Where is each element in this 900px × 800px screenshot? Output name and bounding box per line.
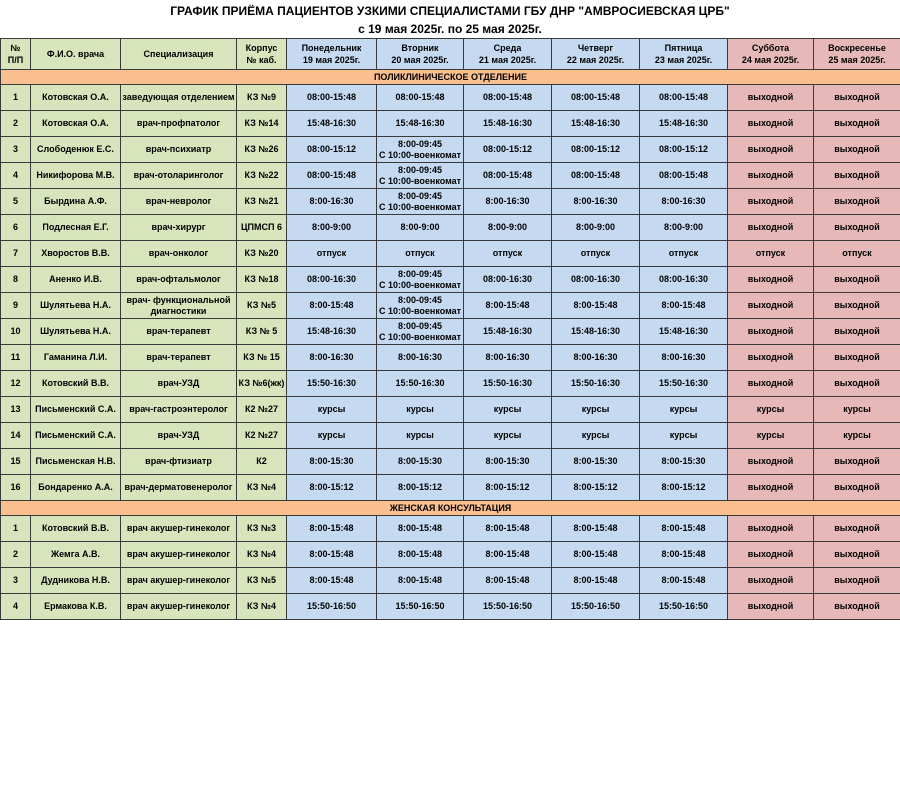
- room: КЗ №4: [237, 542, 287, 568]
- schedule-cell: 8:00-16:30: [287, 345, 377, 371]
- doctor-name: Котовский В.В.: [31, 371, 121, 397]
- doctor-name: Никифорова М.В.: [31, 163, 121, 189]
- table-header: [1, 39, 900, 70]
- schedule-cell: курсы: [552, 397, 640, 423]
- schedule-cell: 8:00-15:48: [377, 542, 464, 568]
- doctor-name: Дудникова Н.В.: [31, 568, 121, 594]
- schedule-cell: 8:00-9:00: [464, 215, 552, 241]
- schedule-cell: 8:00-15:48: [287, 542, 377, 568]
- section-header-row: [1, 501, 900, 516]
- schedule-cell: 08:00-16:30: [640, 267, 728, 293]
- schedule-cell: выходной: [728, 85, 814, 111]
- room: КЗ №14: [237, 111, 287, 137]
- schedule-cell: 08:00-15:12: [552, 137, 640, 163]
- specialization: врач акушер-гинеколог: [121, 568, 237, 594]
- schedule-cell: 8:00-15:48: [287, 293, 377, 319]
- table-body: [1, 70, 900, 620]
- row-number: 16: [1, 475, 31, 501]
- schedule-cell: 08:00-15:48: [287, 85, 377, 111]
- schedule-cell: 15:50-16:30: [377, 371, 464, 397]
- specialization: врач-УЗД: [121, 423, 237, 449]
- schedule-cell: выходной: [728, 542, 814, 568]
- table-row: [1, 397, 900, 423]
- day-name: Среда: [493, 43, 522, 53]
- schedule-cell: выходной: [814, 594, 900, 620]
- schedule-cell: 8:00-15:48: [552, 568, 640, 594]
- schedule-cell: выходной: [814, 568, 900, 594]
- row-number: 11: [1, 345, 31, 371]
- room: КЗ №4: [237, 475, 287, 501]
- section-title: ПОЛИКЛИНИЧЕСКОЕ ОТДЕЛЕНИЕ: [1, 70, 900, 85]
- day-name: Пятница: [664, 43, 703, 53]
- specialization: [121, 293, 237, 319]
- schedule-cell-line: С 10:00-военкомат: [378, 201, 462, 212]
- schedule-cell: 8:00-15:12: [640, 475, 728, 501]
- specialization: врач-невролог: [121, 189, 237, 215]
- schedule-cell: 15:50-16:30: [640, 371, 728, 397]
- schedule-cell: выходной: [814, 371, 900, 397]
- section-title: ЖЕНСКАЯ КОНСУЛЬТАЦИЯ: [1, 501, 900, 516]
- specialization: заведующая отделением: [121, 85, 237, 111]
- schedule-cell: [377, 267, 464, 293]
- schedule-cell: отпуск: [464, 241, 552, 267]
- schedule-cell-line: 8:00-09:45: [397, 294, 443, 305]
- room: КЗ № 5: [237, 319, 287, 345]
- schedule-cell: 8:00-15:48: [377, 568, 464, 594]
- doctor-name: Шулятьева Н.А.: [31, 293, 121, 319]
- schedule-cell: 8:00-15:12: [552, 475, 640, 501]
- schedule-cell: 8:00-15:48: [287, 568, 377, 594]
- schedule-cell: выходной: [814, 85, 900, 111]
- schedule-cell: 08:00-15:48: [464, 163, 552, 189]
- row-number: 15: [1, 449, 31, 475]
- schedule-cell: выходной: [814, 189, 900, 215]
- schedule-cell: 08:00-16:30: [464, 267, 552, 293]
- schedule-cell: выходной: [728, 594, 814, 620]
- schedule-cell: 15:50-16:30: [552, 371, 640, 397]
- specialization: врач акушер-гинеколог: [121, 516, 237, 542]
- schedule-cell: 8:00-16:30: [552, 345, 640, 371]
- schedule-cell: выходной: [728, 163, 814, 189]
- specialization: врач-гастроэнтеролог: [121, 397, 237, 423]
- schedule-cell: [377, 319, 464, 345]
- schedule-cell: 15:50-16:50: [552, 594, 640, 620]
- schedule-cell: [377, 189, 464, 215]
- col-header-room: [237, 39, 287, 70]
- col-header-wednesday: [464, 39, 552, 70]
- schedule-cell: 8:00-16:30: [464, 189, 552, 215]
- schedule-cell: курсы: [640, 423, 728, 449]
- row-number: 8: [1, 267, 31, 293]
- schedule-cell: курсы: [287, 397, 377, 423]
- schedule-cell-line: С 10:00-военкомат: [378, 149, 462, 160]
- schedule-cell: 8:00-15:48: [464, 516, 552, 542]
- col-header-room-line2: № каб.: [246, 55, 277, 65]
- schedule-cell: выходной: [814, 215, 900, 241]
- doctor-name: Письменская Н.В.: [31, 449, 121, 475]
- day-name: Вторник: [401, 43, 439, 53]
- doctor-name: Котовский В.В.: [31, 516, 121, 542]
- room: КЗ №5: [237, 568, 287, 594]
- doctor-name: Шулятьева Н.А.: [31, 319, 121, 345]
- schedule-cell: курсы: [814, 397, 900, 423]
- specialization: врач-офтальмолог: [121, 267, 237, 293]
- schedule-cell: выходной: [814, 293, 900, 319]
- schedule-cell: 8:00-15:48: [640, 293, 728, 319]
- schedule-cell: 15:48-16:30: [552, 111, 640, 137]
- col-header-tuesday: [377, 39, 464, 70]
- schedule-cell: 8:00-15:48: [640, 568, 728, 594]
- day-name: Суббота: [751, 43, 790, 53]
- row-number: 13: [1, 397, 31, 423]
- table-row: [1, 542, 900, 568]
- specialization: врач-терапевт: [121, 345, 237, 371]
- schedule-cell-line: С 10:00-военкомат: [378, 331, 462, 342]
- doctor-name: Котовская О.А.: [31, 85, 121, 111]
- specialization: врач-терапевт: [121, 319, 237, 345]
- schedule-cell: выходной: [814, 319, 900, 345]
- row-number: 5: [1, 189, 31, 215]
- row-number: 2: [1, 111, 31, 137]
- day-date: 21 мая 2025г.: [478, 55, 537, 65]
- schedule-cell: 08:00-15:48: [640, 85, 728, 111]
- schedule-cell: отпуск: [814, 241, 900, 267]
- schedule-cell: 15:50-16:30: [287, 371, 377, 397]
- schedule-cell: выходной: [814, 163, 900, 189]
- row-number: 1: [1, 85, 31, 111]
- schedule-cell: 15:50-16:30: [464, 371, 552, 397]
- table-row: [1, 293, 900, 319]
- schedule-cell: курсы: [728, 423, 814, 449]
- day-date: 20 мая 2025г.: [391, 55, 449, 65]
- row-number: 2: [1, 542, 31, 568]
- schedule-cell: [377, 163, 464, 189]
- table-row: [1, 516, 900, 542]
- day-date: 25 мая 2025г.: [828, 55, 886, 65]
- schedule-cell-line: С 10:00-военкомат: [378, 175, 462, 186]
- col-header-num-line1: №: [10, 43, 21, 53]
- schedule-cell: 8:00-15:12: [377, 475, 464, 501]
- room: ЦПМСП 6: [237, 215, 287, 241]
- schedule-cell: 08:00-15:12: [640, 137, 728, 163]
- schedule-cell: 15:48-16:30: [464, 111, 552, 137]
- row-number: 10: [1, 319, 31, 345]
- schedule-cell-line: С 10:00-военкомат: [378, 279, 462, 290]
- schedule-cell: выходной: [728, 371, 814, 397]
- doctor-name: Гаманина Л.И.: [31, 345, 121, 371]
- schedule-cell: 8:00-15:48: [464, 293, 552, 319]
- document-subtitle: с 19 мая 2025г. по 25 мая 2025г.: [358, 22, 542, 36]
- schedule-cell: выходной: [728, 189, 814, 215]
- doctor-name: Хворостов В.В.: [31, 241, 121, 267]
- table-row: [1, 475, 900, 501]
- schedule-cell-line: 8:00-09:45: [397, 320, 443, 331]
- table-row: [1, 85, 900, 111]
- room: КЗ №6(жк): [237, 371, 287, 397]
- specialization: врач-хирург: [121, 215, 237, 241]
- schedule-cell: выходной: [814, 516, 900, 542]
- doctor-name: Аненко И.В.: [31, 267, 121, 293]
- table-row: [1, 137, 900, 163]
- specialization: врач акушер-гинеколог: [121, 594, 237, 620]
- schedule-cell: выходной: [728, 215, 814, 241]
- row-number: 4: [1, 163, 31, 189]
- doctor-name: Жемга А.В.: [31, 542, 121, 568]
- schedule-cell: 8:00-16:30: [377, 345, 464, 371]
- schedule-cell: 8:00-15:30: [640, 449, 728, 475]
- schedule-cell: [377, 293, 464, 319]
- schedule-cell: выходной: [814, 111, 900, 137]
- schedule-cell: выходной: [728, 516, 814, 542]
- schedule-cell: курсы: [377, 397, 464, 423]
- room: К2 №27: [237, 423, 287, 449]
- schedule-cell: курсы: [814, 423, 900, 449]
- schedule-cell: 15:48-16:30: [377, 111, 464, 137]
- schedule-cell: 15:50-16:50: [464, 594, 552, 620]
- schedule-cell: выходной: [814, 449, 900, 475]
- doctor-name: Письменский С.А.: [31, 397, 121, 423]
- schedule-cell: 8:00-15:48: [552, 293, 640, 319]
- table-row: [1, 215, 900, 241]
- row-number: 3: [1, 137, 31, 163]
- table-row: [1, 319, 900, 345]
- specialization: врач-дерматовенеролог: [121, 475, 237, 501]
- day-date: 19 мая 2025г.: [302, 55, 361, 65]
- document-title: ГРАФИК ПРИЁМА ПАЦИЕНТОВ УЗКИМИ СПЕЦИАЛИСТАМИ ГБУ ДНР "АМВРОСИЕВСКАЯ ЦРБ": [170, 4, 730, 18]
- specialization-line: диагностики: [150, 305, 207, 316]
- schedule-cell: 15:48-16:30: [287, 319, 377, 345]
- col-header-saturday: [728, 39, 814, 70]
- specialization: врач акушер-гинеколог: [121, 542, 237, 568]
- room: КЗ №18: [237, 267, 287, 293]
- doctor-name: Подлесная Е.Г.: [31, 215, 121, 241]
- schedule-cell: 8:00-16:30: [552, 189, 640, 215]
- document-header: [0, 0, 900, 38]
- schedule-cell-line: С 10:00-военкомат: [378, 305, 462, 316]
- schedule-cell: курсы: [552, 423, 640, 449]
- schedule-cell: 15:48-16:30: [287, 111, 377, 137]
- table-row: [1, 371, 900, 397]
- col-header-spec: Специализация: [121, 39, 237, 70]
- col-header-room-line1: Корпус: [245, 43, 278, 53]
- table-row: [1, 449, 900, 475]
- schedule-cell: отпуск: [728, 241, 814, 267]
- row-number: 7: [1, 241, 31, 267]
- schedule-cell: 15:50-16:50: [287, 594, 377, 620]
- schedule-cell: 8:00-15:48: [287, 516, 377, 542]
- schedule-cell: выходной: [728, 475, 814, 501]
- schedule-cell: 8:00-16:30: [640, 189, 728, 215]
- specialization: врач-фтизиатр: [121, 449, 237, 475]
- schedule-cell: отпуск: [377, 241, 464, 267]
- table-row: [1, 345, 900, 371]
- room: КЗ №22: [237, 163, 287, 189]
- specialization-line: врач- функциональной: [126, 294, 231, 305]
- schedule-cell: 8:00-16:30: [464, 345, 552, 371]
- doctor-name: Бырдина А.Ф.: [31, 189, 121, 215]
- schedule-cell: выходной: [728, 111, 814, 137]
- schedule-cell: 8:00-15:30: [377, 449, 464, 475]
- schedule-cell: выходной: [728, 449, 814, 475]
- schedule-cell: курсы: [287, 423, 377, 449]
- schedule-cell: 15:48-16:30: [552, 319, 640, 345]
- table-row: [1, 189, 900, 215]
- schedule-cell: 8:00-16:30: [287, 189, 377, 215]
- schedule-cell: курсы: [728, 397, 814, 423]
- schedule-cell: 15:48-16:30: [640, 319, 728, 345]
- schedule-cell: 08:00-15:48: [377, 85, 464, 111]
- col-header-num-line2: П/П: [7, 55, 24, 65]
- schedule-table: [0, 38, 900, 620]
- schedule-cell: отпуск: [640, 241, 728, 267]
- day-date: 24 мая 2025г.: [741, 55, 800, 65]
- schedule-cell: курсы: [464, 423, 552, 449]
- schedule-cell: 8:00-9:00: [552, 215, 640, 241]
- table-row: [1, 568, 900, 594]
- specialization: врач-профпатолог: [121, 111, 237, 137]
- row-number: 3: [1, 568, 31, 594]
- schedule-cell: 8:00-9:00: [287, 215, 377, 241]
- table-row: [1, 423, 900, 449]
- schedule-cell: 8:00-15:48: [640, 542, 728, 568]
- room: КЗ №20: [237, 241, 287, 267]
- doctor-name: Ермакова К.В.: [31, 594, 121, 620]
- schedule-cell: 08:00-15:48: [640, 163, 728, 189]
- schedule-cell: выходной: [728, 137, 814, 163]
- schedule-cell: 08:00-16:30: [552, 267, 640, 293]
- specialization: врач-психиатр: [121, 137, 237, 163]
- specialization: врач-отоларинголог: [121, 163, 237, 189]
- schedule-cell: 08:00-15:48: [552, 85, 640, 111]
- schedule-cell: 08:00-15:48: [464, 85, 552, 111]
- schedule-cell: 8:00-15:48: [377, 516, 464, 542]
- schedule-cell-line: 8:00-09:45: [397, 138, 443, 149]
- specialization: врач-УЗД: [121, 371, 237, 397]
- schedule-cell-line: 8:00-09:45: [397, 268, 443, 279]
- schedule-cell: 8:00-15:30: [287, 449, 377, 475]
- schedule-cell: 8:00-15:30: [552, 449, 640, 475]
- room: КЗ №5: [237, 293, 287, 319]
- table-row: [1, 163, 900, 189]
- schedule-cell: выходной: [814, 345, 900, 371]
- schedule-cell: выходной: [728, 568, 814, 594]
- schedule-cell: выходной: [728, 293, 814, 319]
- schedule-cell: выходной: [728, 345, 814, 371]
- schedule-cell-line: 8:00-09:45: [397, 190, 443, 201]
- room: КЗ №21: [237, 189, 287, 215]
- room: КЗ №26: [237, 137, 287, 163]
- row-number: 4: [1, 594, 31, 620]
- day-name: Понедельник: [301, 43, 362, 53]
- schedule-cell: 8:00-15:48: [464, 542, 552, 568]
- col-header-num: [1, 39, 31, 70]
- schedule-cell: 15:48-16:30: [464, 319, 552, 345]
- schedule-cell: выходной: [814, 542, 900, 568]
- schedule-cell: выходной: [728, 319, 814, 345]
- col-header-name: Ф.И.О. врача: [31, 39, 121, 70]
- schedule-cell: отпуск: [287, 241, 377, 267]
- table-row: [1, 594, 900, 620]
- schedule-cell: выходной: [814, 267, 900, 293]
- row-number: 12: [1, 371, 31, 397]
- schedule-cell: 15:48-16:30: [640, 111, 728, 137]
- col-header-thursday: [552, 39, 640, 70]
- row-number: 6: [1, 215, 31, 241]
- schedule-cell: 8:00-15:48: [552, 542, 640, 568]
- room: КЗ №3: [237, 516, 287, 542]
- room: КЗ №9: [237, 85, 287, 111]
- col-header-monday: [287, 39, 377, 70]
- doctor-name: Слободенюк Е.С.: [31, 137, 121, 163]
- schedule-cell: 08:00-15:48: [552, 163, 640, 189]
- schedule-cell: 8:00-16:30: [640, 345, 728, 371]
- room: К2 №27: [237, 397, 287, 423]
- schedule-cell: 08:00-16:30: [287, 267, 377, 293]
- row-number: 1: [1, 516, 31, 542]
- schedule-cell: курсы: [377, 423, 464, 449]
- schedule-cell: [377, 137, 464, 163]
- schedule-cell: выходной: [728, 267, 814, 293]
- schedule-cell: 8:00-15:12: [464, 475, 552, 501]
- schedule-cell: отпуск: [552, 241, 640, 267]
- table-row: [1, 241, 900, 267]
- schedule-cell: курсы: [640, 397, 728, 423]
- schedule-cell: 8:00-9:00: [640, 215, 728, 241]
- doctor-name: Письменский С.А.: [31, 423, 121, 449]
- day-name: Воскресенье: [828, 43, 886, 53]
- schedule-cell: 15:50-16:50: [640, 594, 728, 620]
- col-header-friday: [640, 39, 728, 70]
- doctor-name: Бондаренко А.А.: [31, 475, 121, 501]
- table-row: [1, 267, 900, 293]
- col-header-sunday: [814, 39, 900, 70]
- schedule-cell: 08:00-15:48: [287, 163, 377, 189]
- schedule-cell-line: 8:00-09:45: [397, 164, 443, 175]
- day-name: Четверг: [577, 43, 614, 53]
- room: КЗ №4: [237, 594, 287, 620]
- room: К2: [237, 449, 287, 475]
- row-number: 14: [1, 423, 31, 449]
- day-date: 23 мая 2025г.: [654, 55, 713, 65]
- schedule-cell: 8:00-15:12: [287, 475, 377, 501]
- room: КЗ № 15: [237, 345, 287, 371]
- specialization: врач-онколог: [121, 241, 237, 267]
- schedule-cell: 8:00-15:48: [640, 516, 728, 542]
- schedule-cell: 08:00-15:12: [464, 137, 552, 163]
- schedule-cell: 8:00-9:00: [377, 215, 464, 241]
- schedule-cell: 08:00-15:12: [287, 137, 377, 163]
- schedule-cell: выходной: [814, 475, 900, 501]
- schedule-cell: 8:00-15:30: [464, 449, 552, 475]
- day-date: 22 мая 2025г.: [566, 55, 625, 65]
- section-header-row: [1, 70, 900, 85]
- schedule-cell: курсы: [464, 397, 552, 423]
- schedule-cell: выходной: [814, 137, 900, 163]
- table-row: [1, 111, 900, 137]
- schedule-cell: 8:00-15:48: [552, 516, 640, 542]
- schedule-cell: 15:50-16:50: [377, 594, 464, 620]
- doctor-name: Котовская О.А.: [31, 111, 121, 137]
- row-number: 9: [1, 293, 31, 319]
- schedule-cell: 8:00-15:48: [464, 568, 552, 594]
